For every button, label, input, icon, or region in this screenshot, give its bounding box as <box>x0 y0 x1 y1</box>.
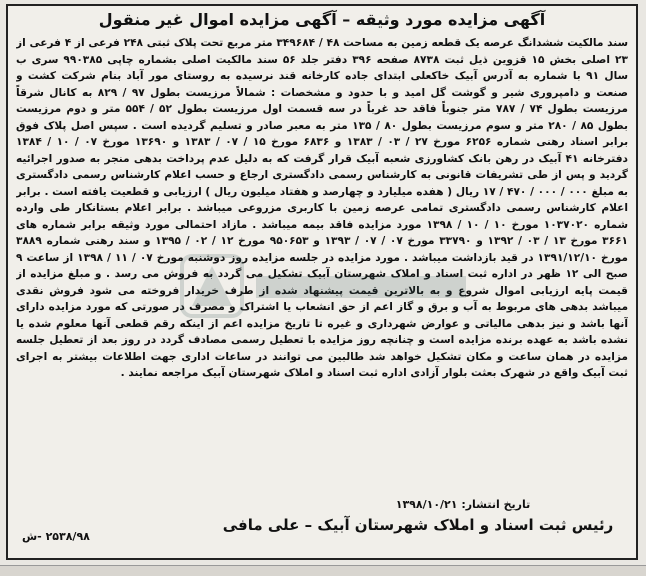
notice-code: ۲۵۳۸/۹۸ -ش <box>22 530 90 543</box>
notice-body <box>16 35 628 499</box>
notice-paragraph: سند مالکیت ششدانگ عرصه یک قطعه زمین به مساحت ۴۸ / ۳۴۹۶۸۴ متر مربع تحت پلاک ثبتی ۲۴۸ فرعی از ۴ فرعی از ۲۳ اصلی بخش ۱۵ قزوین ذیل ثبت ۸۷۳۸ صفحه ۳۹۶ دفتر جلد ۵۶ سند مالکیت اصلی بشماره چاپی ۹۹۰۳۸۵ سری ب سال ۹۱ با شماره به آدرس آبیک خاکعلی ابتدای جاده کارخانه قند نرسیده به روستای مور آباد بنام شرکت کشت و صنعت و دامپروری شیر و گوشت گل امید و با حدود و مشخصات : شمالاً مرزیست بطول ۹۷ / ۸۲۹ به کانال شرقاً مرزیست بطول ۷۴ / ۷۸۷ متر جنوباً فاقد حد غرباً در سه قسمت اول مرزیست بطول ۵۲ / ۵۵۴ متر و دوم مرزیست بطول ۸۵ / ۲۸۰ متر و سوم مرزیست بطول ۸۰ / ۱۳۵ متر به معبر صادر و تسلیم گردیده است . سپس اصل پلاک فوق برابر اسناد رهنی شماره ۶۲۵۶ مورخ ۲۷ / ۰۳ / ۱۳۸۳ و ۶۸۳۶ مورخ ۱۵ / ۰۷ / ۱۳۸۳ و ۱۳۶۹۰ مورخ ۰۷ / ۱۰ / ۱۳۸۴ دفترخانه ۴۱ آبیک در رهن بانک کشاورزی شعبه آبیک قرار گرفت که به دلیل عدم پرداخت بدهی منجر به صدور اجرائیه گردید و پس از طی تشریفات قانونی به کارشناس رسمی دادگستری ارجاع و حسب اعلام کارشناس رسمی دادگستری به مبلغ ۰۰۰ / ۰۰۰ / ۴۷۰ / ۱۷ ریال ( هفده میلیارد و چهارصد و هفتاد میلیون ریال ) ارزیابی و قطعیت یافته است . برابر اعلام کارشناس رسمی دادگستری تمامی عرصه زمین با کاربری مزروعی میباشد . برابر اعلام بستانکار طی وارده شماره ۱۰۳۷۰۲۰ مورخ ۱۰ / ۱۰ / ۱۳۹۸ مورد مزایده فاقد بیمه میباشد . مازاد احتمالی مورد وثیقه برابر شماره های ۳۶۶۱ مورخ ۱۳ / ۰۳ / ۱۳۹۲ و ۳۳۷۹۰ مورخ ۰۷ / ۰۷ / ۱۳۹۳ و ۹۵۰۶۵۳ مورخ ۱۲ / ۰۲ / ۱۳۹۵ و سند رهنی شماره ۳۸۸۹ مورخ ۱۳۹۱/۱۲/۱۰ در قید بازداشت میباشد . مورد مزایده در جلسه مزایده روز دوشنبه مورخ ۰۷ / ۱۱ / ۱۳۹۸ از ساعت ۹ صبح الی ۱۲ ظهر در اداره ثبت اسناد و املاک شهرستان آبیک تشکیل می گردد به فروش می رسد . و مبلغ مزایده از قیمت پایه ارزیابی اموال شروع و به بالاترین قیمت پیشنهاد شده از طرف خریدار فروخته می شود فروش نقدی میباشد بدهی های مربوط به آب و برق و گاز اعم از حق انشعاب یا اشتراک و مصرف در صورتی که مورد مزایده دارای آنها باشد و نیز بدهی مالیاتی و عوارض شهرداری و غیره تا تاریخ مزایده اعم از اینکه رقم قطعی آنها معلوم شده یا نشده باشد به عهده برنده مزایده است و چنانچه روز مزایده با تعطیل رسمی مصادف گردد در روز بعد از تعطیل جلسه مزایده در همان ساعت و مکان تشکیل خواهد شد طالبین می توانند در ساعات اداری جهت اطلاعات بیشتر به اجرای ثبت آبیک واقع در شهرک بعثت بلوار آزادی اداره ثبت اسناد و املاک شهرستان آبیک مراجعه نمایند . <box>16 37 628 379</box>
signature-line: رئیس ثبت اسناد و املاک شهرستان آبیک – علی مافی <box>222 516 614 534</box>
notice-title: آگهی مزایده مورد وثیقه – آگهی مزایده اموال غیر منقول <box>98 10 546 29</box>
bottom-edge <box>0 565 646 576</box>
notice-frame <box>6 4 638 560</box>
publish-date: تاریخ انتشار: ۱۳۹۸/۱۰/۲۱ <box>395 498 531 511</box>
